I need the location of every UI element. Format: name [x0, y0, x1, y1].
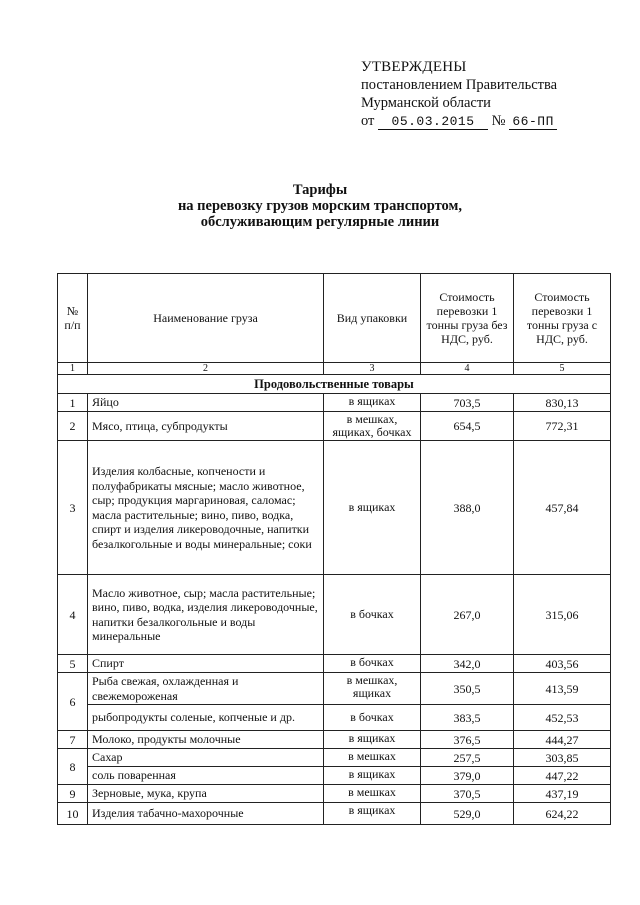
row-cost: 388,0 [421, 441, 514, 575]
category-row [58, 375, 611, 394]
table-row [58, 803, 611, 825]
row-num: 4 [58, 575, 88, 655]
row-num: 3 [58, 441, 88, 575]
approval-date: 05.03.2015 [378, 115, 488, 130]
document-title [0, 182, 640, 230]
table-row [58, 412, 611, 441]
row-cost-vat: 772,31 [514, 412, 611, 441]
column-number: 2 [88, 363, 324, 375]
table-row [58, 785, 611, 803]
row-name: Яйцо [88, 394, 324, 412]
row-cost: 257,5 [421, 749, 514, 767]
row-cost-vat: 303,85 [514, 749, 611, 767]
table-row [58, 767, 611, 785]
row-cost-vat: 403,56 [514, 655, 611, 673]
row-name: Молоко, продукты молочные [88, 731, 324, 749]
title-line-1: Тарифы [292, 182, 348, 198]
row-cost-vat: 413,59 [514, 673, 611, 705]
column-number-row [58, 363, 611, 375]
header-name: Наименование груза [88, 274, 324, 363]
column-number: 1 [58, 363, 88, 375]
table-row [58, 655, 611, 673]
row-packaging: в мешках, ящиках, бочках [324, 412, 421, 441]
row-cost: 350,5 [421, 673, 514, 705]
row-cost: 529,0 [421, 803, 514, 825]
table-row [58, 441, 611, 575]
row-packaging: в ящиках [324, 731, 421, 749]
row-cost-vat: 437,19 [514, 785, 611, 803]
row-num: 10 [58, 803, 88, 825]
row-name: соль поваренная [88, 767, 324, 785]
category-label: Продовольственные товары [58, 375, 611, 394]
row-packaging: в мешках, ящиках [324, 673, 421, 705]
approval-number: 66-ПП [509, 115, 557, 130]
column-number: 4 [421, 363, 514, 375]
number-label: № [491, 113, 506, 129]
row-cost-vat: 457,84 [514, 441, 611, 575]
row-cost: 267,0 [421, 575, 514, 655]
row-packaging: в мешках [324, 749, 421, 767]
approval-heading: УТВЕРЖДЕНЫ [361, 59, 467, 75]
row-packaging: в бочках [324, 655, 421, 673]
row-cost-vat: 444,27 [514, 731, 611, 749]
row-num: 5 [58, 655, 88, 673]
row-num: 2 [58, 412, 88, 441]
column-number: 5 [514, 363, 611, 375]
row-name: Изделия табачно-махорочные [88, 803, 324, 825]
row-cost: 654,5 [421, 412, 514, 441]
row-num: 1 [58, 394, 88, 412]
row-num: 8 [58, 749, 88, 785]
row-cost: 383,5 [421, 705, 514, 731]
row-cost: 703,5 [421, 394, 514, 412]
table-row [58, 394, 611, 412]
approval-line-1: постановлением Правительства [361, 77, 558, 93]
table-row [58, 705, 611, 731]
from-label: от [361, 113, 375, 129]
approval-date-line [361, 112, 557, 130]
column-number: 3 [324, 363, 421, 375]
row-name: рыбопродукты соленые, копченые и др. [88, 705, 324, 731]
row-cost-vat: 624,22 [514, 803, 611, 825]
row-name: Изделия колбасные, копчености и полуфабрикаты мясные; масло животное, сыр; продукция маргариновая, саломас; масла растительные; вино, пиво, водка, спирт и изделия ликероводочные, напитки безалкогольные и воды минеральные; соки [88, 441, 324, 575]
row-name: Спирт [88, 655, 324, 673]
row-cost: 376,5 [421, 731, 514, 749]
header-cost-vat: Стоимость перевозки 1 тонны груза с НДС, руб. [514, 274, 611, 363]
row-name: Сахар [88, 749, 324, 767]
row-packaging: в ящиках [324, 767, 421, 785]
table-row [58, 731, 611, 749]
row-packaging: в ящиках [324, 441, 421, 575]
row-num: 9 [58, 785, 88, 803]
title-line-2: на перевозку грузов морским транспортом, [177, 198, 463, 214]
row-packaging: в бочках [324, 705, 421, 731]
table-row [58, 673, 611, 705]
row-packaging: в мешках [324, 785, 421, 803]
row-packaging: в ящиках [324, 394, 421, 412]
row-cost-vat: 452,53 [514, 705, 611, 731]
table-row [58, 575, 611, 655]
approval-line-2: Мурманской области [361, 95, 491, 111]
row-packaging: в ящиках [324, 803, 421, 825]
row-cost: 370,5 [421, 785, 514, 803]
row-cost-vat: 830,13 [514, 394, 611, 412]
table-row [58, 749, 611, 767]
title-line-3: обслуживающим регулярные линии [200, 214, 440, 230]
row-name: Мясо, птица, субпродукты [88, 412, 324, 441]
row-cost-vat: 447,22 [514, 767, 611, 785]
row-name: Масло животное, сыр; масла растительные; вино, пиво, водка, изделия ликероводочные, напитки безалкогольные и воды минеральные [88, 575, 324, 655]
row-packaging: в бочках [324, 575, 421, 655]
header-num: № п/п [58, 274, 88, 363]
header-cost-no-vat: Стоимость перевозки 1 тонны груза без НДС, руб. [421, 274, 514, 363]
row-cost: 379,0 [421, 767, 514, 785]
row-name: Рыба свежая, охлажденная и свежемороженая [88, 673, 324, 705]
row-name: Зерновые, мука, крупа [88, 785, 324, 803]
row-num: 6 [58, 673, 88, 731]
row-cost-vat: 315,06 [514, 575, 611, 655]
table-header-row [58, 274, 611, 363]
approval-block [361, 58, 557, 130]
header-packaging: Вид упаковки [324, 274, 421, 363]
tariff-table [57, 273, 611, 825]
row-num: 7 [58, 731, 88, 749]
row-cost: 342,0 [421, 655, 514, 673]
